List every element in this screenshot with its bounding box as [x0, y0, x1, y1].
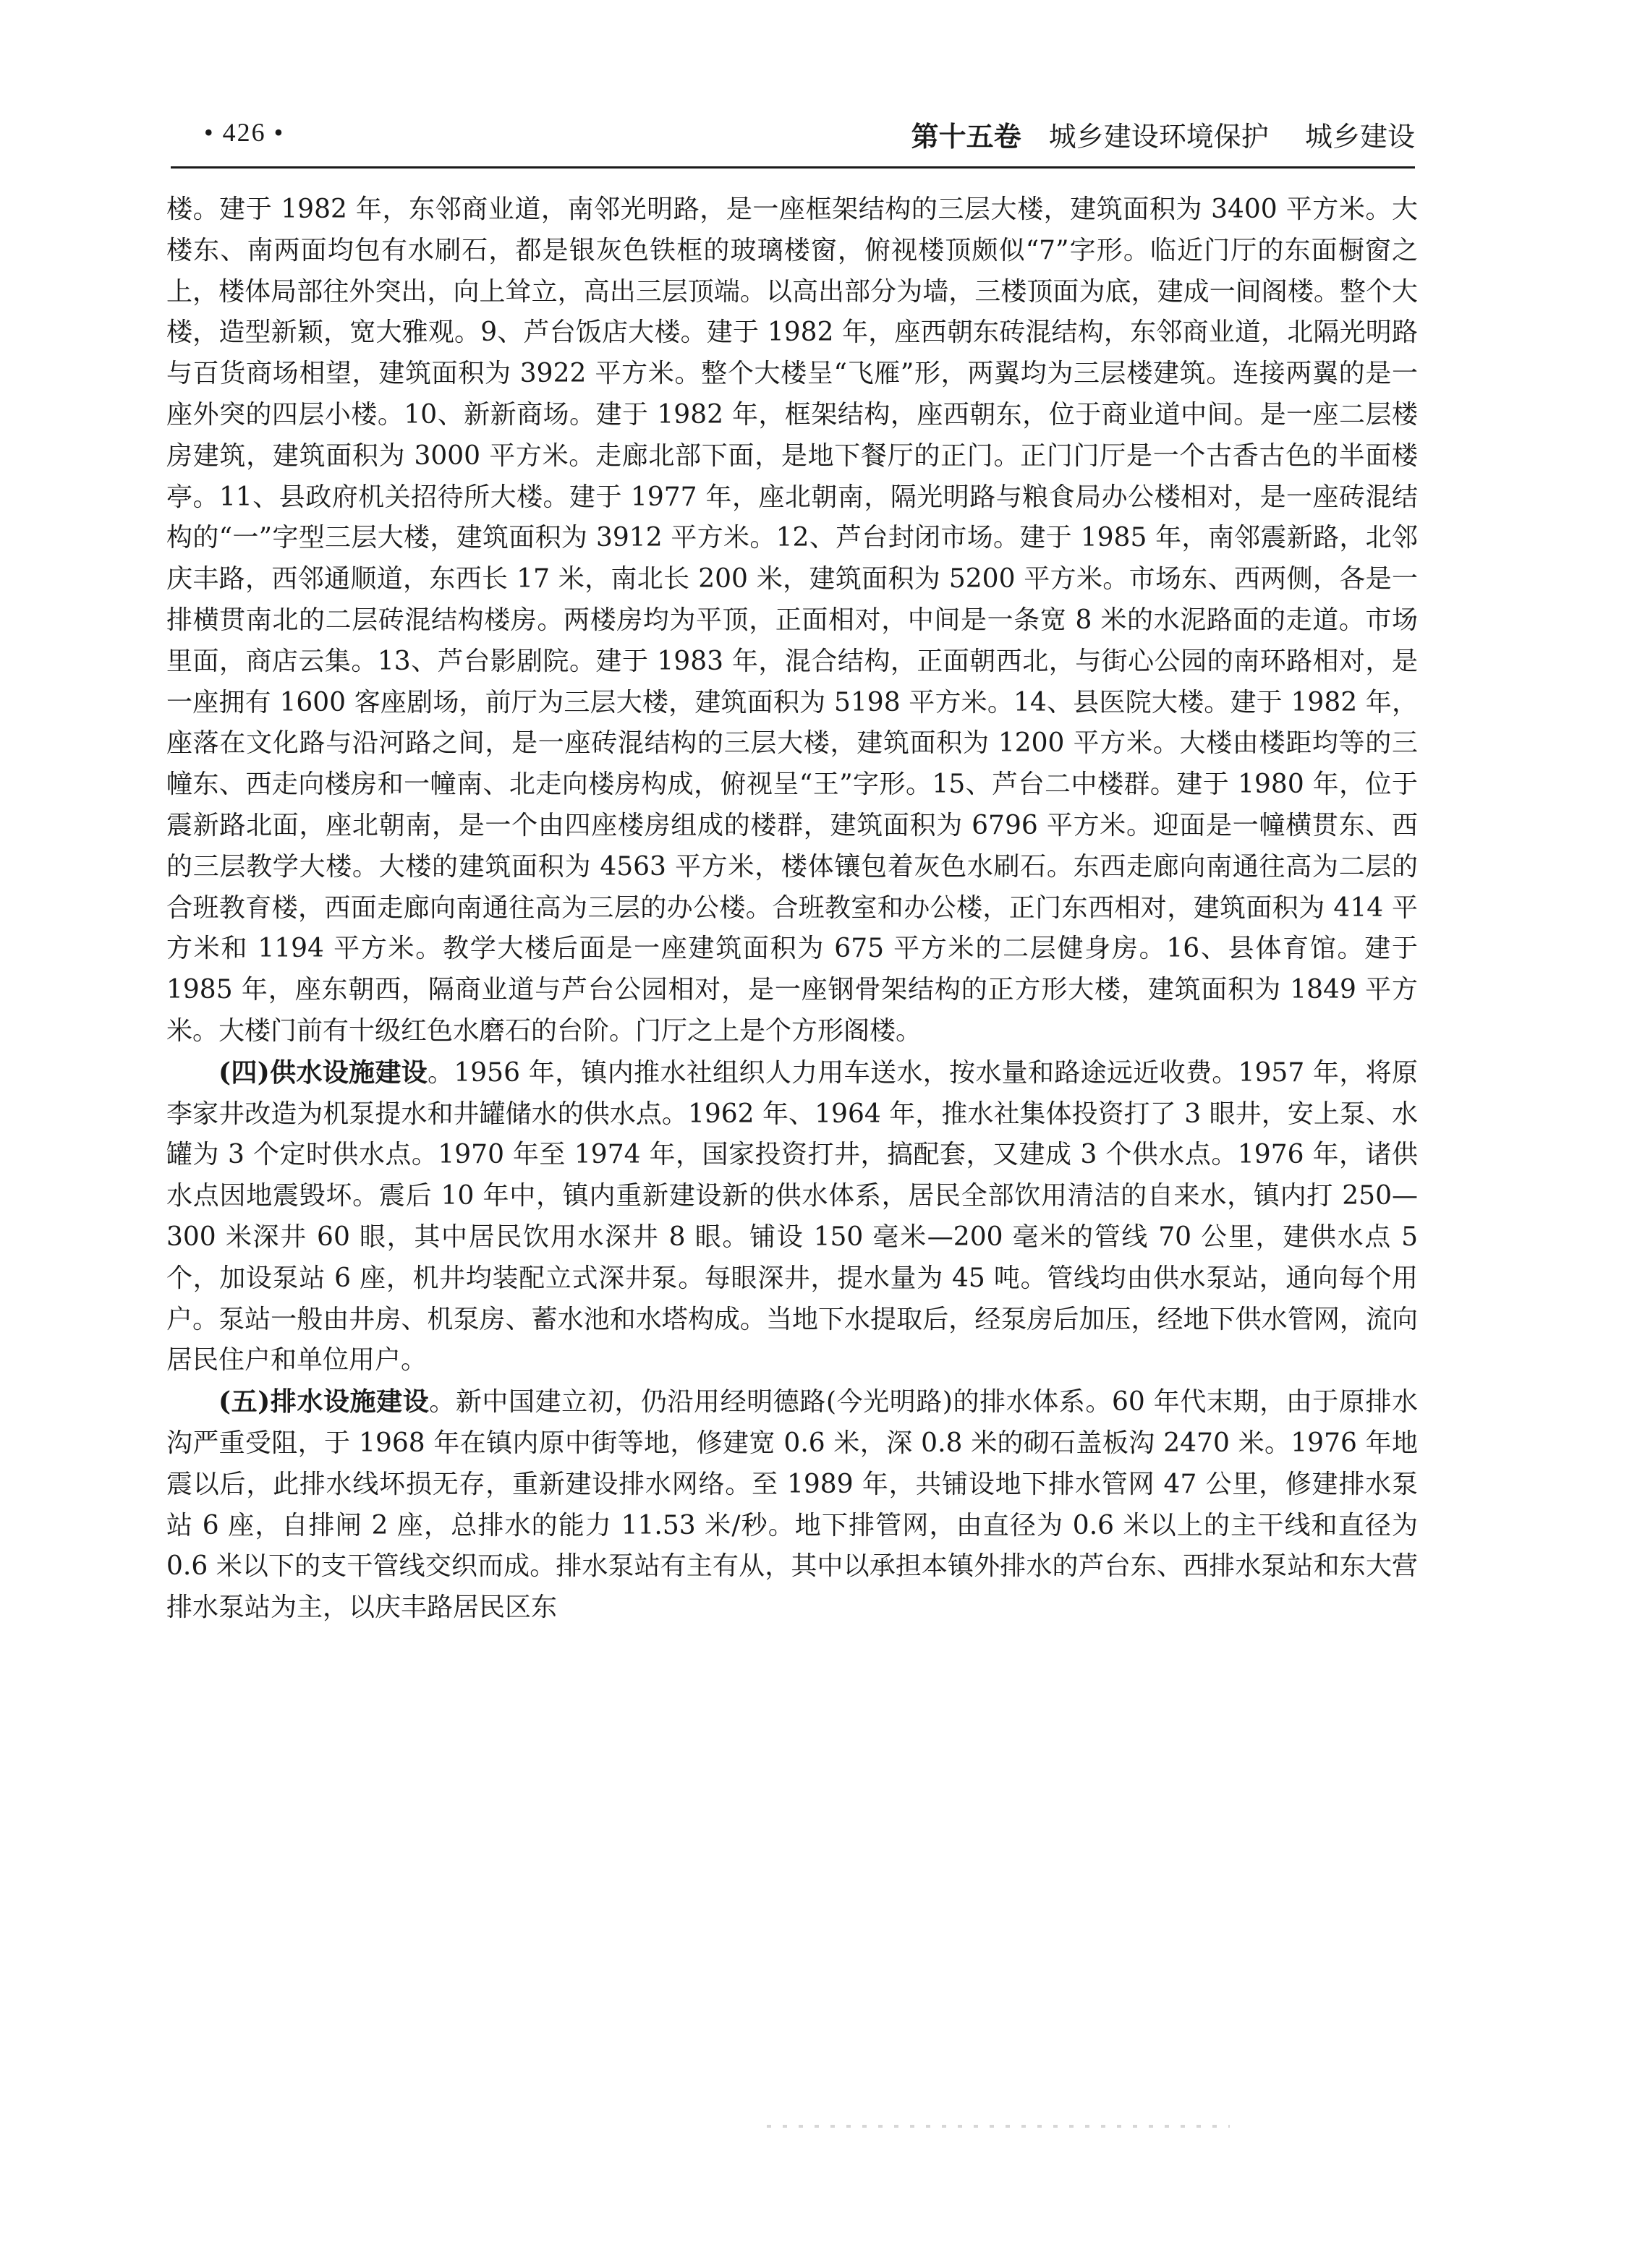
running-head: [911, 114, 1415, 154]
page-number: • 426 •: [204, 118, 285, 147]
section-heading-drainage: (五)排水设施建设: [218, 1386, 430, 1418]
volume-title: 第十五卷: [911, 120, 1021, 153]
paragraph-drainage: [166, 1381, 1418, 1629]
paragraph-buildings: [166, 189, 1418, 1052]
paragraph-water-supply: [166, 1052, 1418, 1381]
header-rule: [171, 166, 1415, 169]
subject-title: 城乡建设环境保护: [1048, 121, 1269, 153]
scan-artifact: [767, 2125, 1230, 2128]
body-text: [166, 189, 1418, 1629]
paragraph-text: 楼。建于 1982 年，东邻商业道，南邻光明路，是一座框架结构的三层大楼，建筑面积为 3400 平方米。大楼东、南两面均包有水刷石，都是银灰色铁框的玻璃楼窗，俯视楼顶颇似“7”字形。临近门厅的东面橱窗之上，楼体局部往外突出，向上耸立，高出三层顶端。以高出部分为墙，三楼顶面为底，建成一间阁楼。整个大楼，造型新颖，宽大雅观。9、芦台饭店大楼。建于 1982 年，座西朝东砖混结构，东邻商业道，北隔光明路与百货商场相望，建筑面积为 3922 平方米。整个大楼呈“飞雁”形，两翼均为三层楼建筑。连接两翼的是一座外突的四层小楼。10、新新商场。建于 1982 年，框架结构，座西朝东，位于商业道中间。是一座二层楼房建筑，建筑面积为 3000 平方米。走廊北部下面，是地下餐厅的正门。正门门厅是一个古香古色的半面楼亭。11、县政府机关招待所大楼。建于 1977 年，座北朝南，隔光明路与粮食局办公楼相对，是一座砖混结构的“一”字型三层大楼，建筑面积为 3912 平方米。12、芦台封闭市场。建于 1985 年，南邻震新路，北邻庆丰路，西邻通顺道，东西长 17 米，南北长 200 米，建筑面积为 5200 平方米。市场东、西两侧，各是一排横贯南北的二层砖混结构楼房。两楼房均为平顶，正面相对，中间是一条宽 8 米的水泥路面的走道。市场里面，商店云集。13、芦台影剧院。建于 1983 年，混合结构，正面朝西北，与街心公园的南环路相对，是一座拥有 1600 客座剧场，前厅为三层大楼，建筑面积为 5198 平方米。14、县医院大楼。建于 1982 年，座落在文化路与沿河路之间，是一座砖混结构的三层大楼，建筑面积为 1200 平方米。大楼由楼距均等的三幢东、西走向楼房和一幢南、北走向楼房构成，俯视呈“王”字形。15、芦台二中楼群。建于 1980 年，位于震新路北面，座北朝南，是一个由四座楼房组成的楼群，建筑面积为 6796 平方米。迎面是一幢横贯东、西的三层教学大楼。大楼的建筑面积为 4563 平方米，楼体镶包着灰色水刷石。东西走廊向南通往高为二层的合班教育楼，西面走廊向南通往高为三层的办公楼。合班教室和办公楼，正门东西相对，建筑面积为 414 平方米和 1194 平方米。教学大楼后面是一座建筑面积为 675 平方米的二层健身房。16、县体育馆。建于 1985 年，座东朝西，隔商业道与芦台公园相对，是一座钢骨架结构的正方形大楼，建筑面积为 1849 平方米。大楼门前有十级红色水磨石的台阶。门厅之上是个方形阁楼。: [166, 195, 1418, 1046]
page-header: [171, 114, 1415, 165]
section-title: 城乡建设: [1304, 121, 1415, 153]
paragraph-text: 。1956 年，镇内推水社组织人力用车送水，按水量和路途远近收费。1957 年，将原李家井改造为机泵提水和井罐储水的供水点。1962 年、1964 年，推水社集体投资打了 3 眼井，安上泵、水罐为 3 个定时供水点。1970 年至 1974 年，国家投资打井，搞配套，又建成 3 个供水点。1976 年，诸供水点因地震毁坏。震后 10 年中，镇内重新建设新的供水体系，居民全部饮用清洁的自来水，镇内打 250—300 米深井 60 眼，其中居民饮用水深井 8 眼。铺设 150 毫米—200 毫米的管线 70 公里，建供水点 5 个，加设泵站 6 座，机井均装配立式深井泵。每眼深井，提水量为 45 吨。管线均由供水泵站，通向每个用户。泵站一般由井房、机泵房、蓄水池和水塔构成。当地下水提取后，经泵房后加压，经地下供水管网，流向居民住户和单位用户。: [166, 1057, 1418, 1376]
section-heading-water-supply: (四)供水设施建设: [218, 1057, 428, 1088]
paragraph-text: 。新中国建立初，仍沿用经明德路(今光明路)的排水体系。60 年代末期，由于原排水沟严重受阻，于 1968 年在镇内原中街等地，修建宽 0.6 米，深 0.8 米的砌石盖板沟 2470 米。1976 年地震以后，此排水线坏损无存，重新建设排水网络。至 1989 年，共铺设地下排水管网 47 公里，修建排水泵站 6 座，自排闸 2 座，总排水的能力 11.53 米/秒。地下排管网，由直径为 0.6 米以上的主干线和直径为 0.6 米以下的支干管线交织而成。排水泵站有主有从，其中以承担本镇外排水的芦台东、西排水泵站和东大营排水泵站为主，以庆丰路居民区东: [166, 1387, 1419, 1623]
